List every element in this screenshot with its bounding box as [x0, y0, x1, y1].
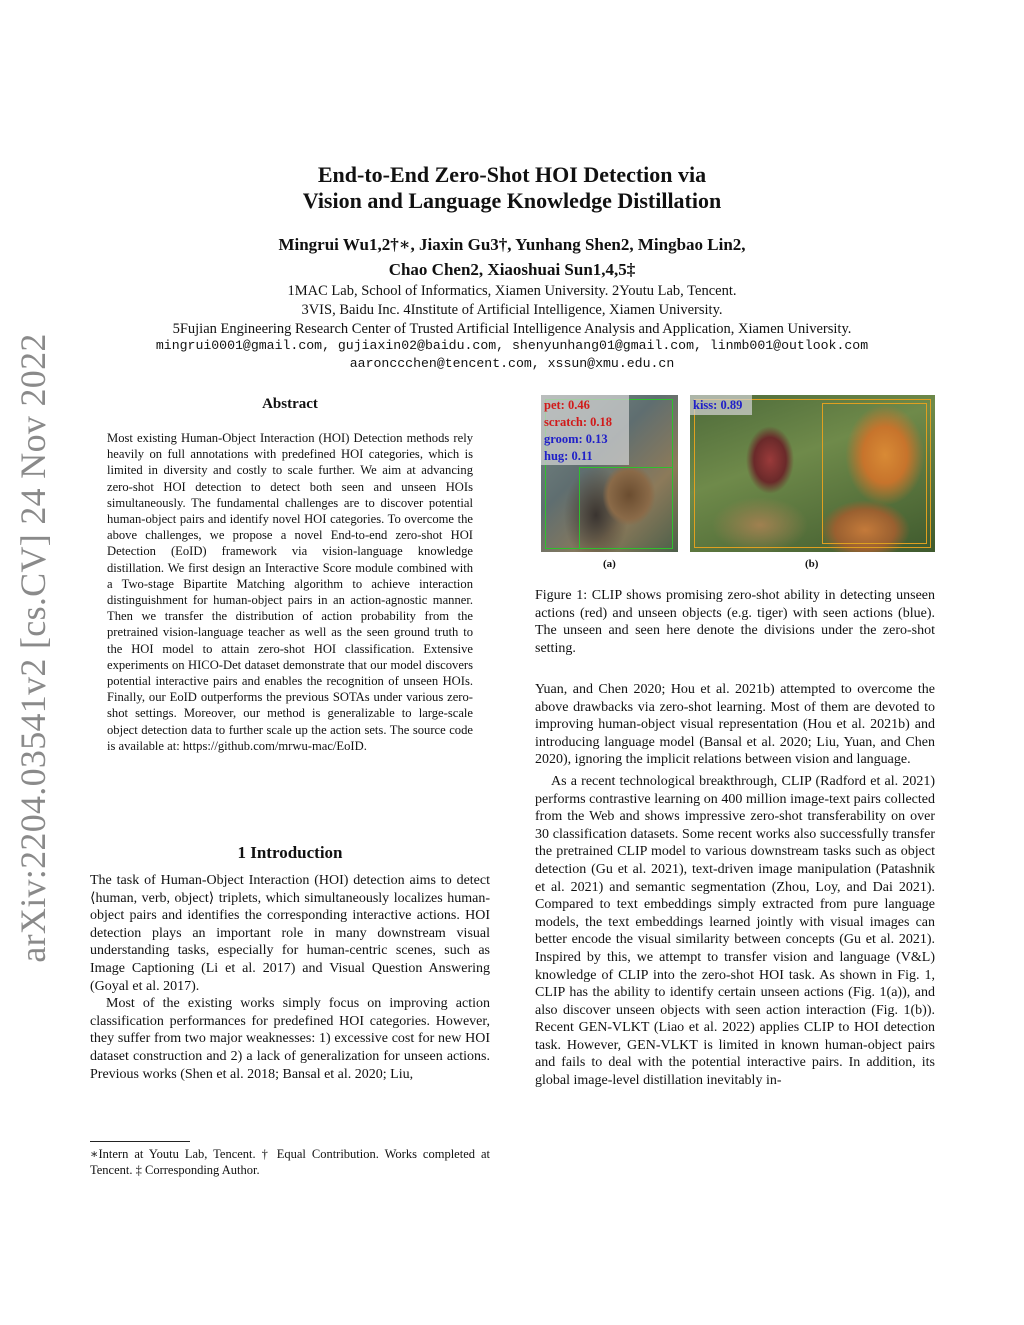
figure-label: kiss: 0.89: [693, 398, 743, 412]
figure-label: groom: 0.13: [544, 432, 608, 446]
title-line-2: Vision and Language Knowledge Distillation: [302, 188, 722, 213]
figure-1a-image: [541, 395, 678, 552]
affiliation-line: 5Fujian Engineering Research Center of Trusted Artificial Intelligence Analysis and Application, Xiamen University.: [172, 321, 852, 337]
subfigure-label: (a): [603, 558, 616, 570]
emails: [90, 337, 934, 373]
figure-label: hug: 0.11: [544, 449, 593, 463]
detection-box: [579, 467, 673, 549]
email-line: mingrui0001@gmail.com, gujiaxin02@baidu.com, shenyunhang01@gmail.com, linmb001@outlook.com: [155, 338, 869, 353]
paragraph: Most of the existing works simply focus on improving action classification performances for predefined HOI categories. However, they suffer from two major weaknesses: 1) excessive cost for new HOI dataset construction and 2) a lack of generalization for unseen actions. Previous works (Shen et al. 2018; Bansal et al. 2020; Liu,: [90, 996, 490, 1082]
affiliations: [90, 282, 934, 339]
introduction-body: [90, 872, 490, 1083]
authors-line-1: Mingrui Wu1,2†∗, Jiaxin Gu3†, Yunhang Shen2, Mingbao Lin2,: [278, 235, 746, 254]
affiliation-line: 3VIS, Baidu Inc. 4Institute of Artificial Intelligence, Xiamen University.: [301, 302, 723, 318]
authors-line-2: Chao Chen2, Xiaoshuai Sun1,4,5‡: [388, 260, 636, 279]
figure-label: scratch: 0.18: [544, 415, 613, 429]
paragraph: The task of Human-Object Interaction (HOI) detection aims to detect ⟨human, verb, object⟩ triplets, which simultaneously localizes human-object pairs and identifies the corresponding interactive actions. HOI detection plays an important role in many downstream visual understanding tasks, especially for human-centric scenes, such as Image Captioning (Li et al. 2017) and Visual Question Answering (Goyal et al. 2017).: [90, 873, 490, 994]
paragraph: As a recent technological breakthrough, CLIP (Radford et al. 2021) performs contrastive learning on 400 million image-text pairs collected from the Web and shows impressive zero-shot transferability on over 30 classification datasets. Some recent works also successfully transfer the pretrained CLIP model to various downstream tasks such as object detection (Gu et al. 2021), text-driven image manipulation (Patashnik et al. 2021) and semantic segmentation (Zhou, Loy, and Dai 2021). Compared to text embeddings simply extracted from pure language models, the text embeddings learned jointly with visual images can better encode the visual similarity between concepts (Gu et al. 2021). Inspired by this, we attempt to transfer vision and language (V&L) knowledge of CLIP into the zero-shot HOI task. As shown in Fig. 1, CLIP has the ability to identify certain unseen actions (Fig. 1(a)), and also discover unseen objects with seen action interaction (Fig. 1(b)). Recent GEN-VLKT (Liao et al. 2022) applies CLIP to HOI detection task. However, GEN-VLKT is limited in known human-object pairs and fails to deal with the potential interactive pairs. In addition, its global image-level distillation inevitably in-: [535, 773, 935, 1089]
paragraph: Yuan, and Chen 2020; Hou et al. 2021b) attempted to overcome the above drawbacks via zero-shot learning. Most of them are devoted to improving human-object visual representation (Hou et al. 2021b) and introducing language model (Bansal et al. 2020; Liu, Yuan, and Chen 2020), ignoring the implicit relations between vision and language.: [535, 682, 935, 768]
right-column-body: [535, 681, 935, 1090]
title-line-1: End-to-End Zero-Shot HOI Detection via: [317, 162, 707, 187]
affiliation-line: 1MAC Lab, School of Informatics, Xiamen University. 2Youtu Lab, Tencent.: [287, 283, 737, 299]
abstract-text: Most existing Human-Object Interaction (HOI) Detection methods rely heavily on full annotations with predefined HOI categories, which is limited in diversity and costly to scale further. We aim at advancing zero-shot HOI detection to detect both seen and unseen HOIs simultaneously. The fundamental challenges are to discover potential human-object pairs and identify novel HOI categories. To overcome the above challenges, we propose a novel End-to-end zero-shot HOI Detection (EoID) framework via vision-language knowledge distillation. We first design an Interactive Score module combined with a Two-stage Bipartite Matching algorithm to achieve interaction distinguishment for human-object pairs in an action-agnostic manner. Then we transfer the distribution of action probability from the pretrained vision-language teacher as well as the seen ground truth to the HOI model to attain zero-shot HOI classification. Extensive experiments on HICO-Det dataset demonstrate that our model discovers potential interactive pairs and enables the recognition of unseen HOIs. Finally, our EoID outperforms the previous SOTAs under various zero-shot settings. Moreover, our method is generalizable to large-scale object detection data to further scale up the action sets. The source code is available at: https://github.com/mrwu-mac/EoID.: [107, 431, 473, 753]
footnote: ∗Intern at Youtu Lab, Tencent. † Equal Contribution. Works completed at Tencent. ‡ Corresponding Author.: [90, 1147, 490, 1177]
arxiv-stamp: [8, 333, 58, 963]
detection-box: [822, 403, 927, 544]
figure-label: pet: 0.46: [544, 398, 590, 412]
paper-title: [200, 162, 824, 214]
author-list: [150, 232, 874, 282]
figure-1b-image: [690, 395, 935, 552]
email-line: aaronccchen@tencent.com, xssun@xmu.edu.cn: [349, 356, 675, 371]
abstract-heading: Abstract: [262, 396, 318, 412]
subfigure-label: (b): [805, 558, 819, 570]
footnote-rule: [90, 1141, 190, 1142]
arxiv-stamp-text: arXiv:2204.03541v2 [cs.CV] 24 Nov 2022: [13, 333, 53, 963]
figure-caption: Figure 1: CLIP shows promising zero-shot ability in detecting unseen actions (red) and unseen objects (e.g. tiger) with seen actions (blue). The unseen and seen here denote the divisions under the zero-shot setting.: [535, 588, 935, 656]
introduction-heading: 1 Introduction: [237, 843, 343, 862]
